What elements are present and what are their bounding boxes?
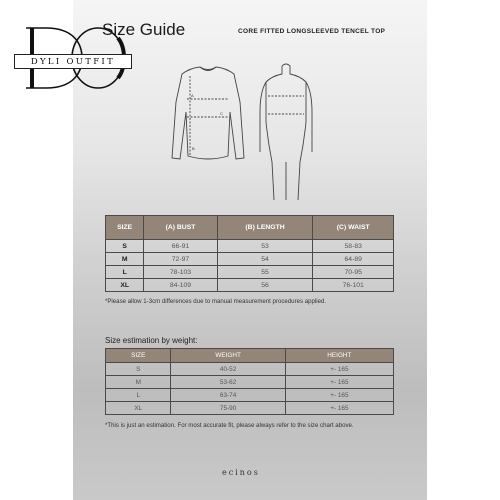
bust-cell: 66-91	[144, 240, 217, 253]
size-cell: M	[106, 376, 171, 389]
height-cell: +- 165	[285, 363, 393, 376]
table-row	[106, 240, 394, 253]
garment-diagram	[160, 62, 330, 202]
bust-cell: 72-97	[144, 253, 217, 266]
size-cell: L	[106, 266, 144, 279]
header-size: SIZE	[106, 349, 171, 363]
weight-section-title: Size estimation by weight:	[105, 336, 198, 345]
waist-cell: 64-89	[313, 253, 394, 266]
weight-table-header-row	[106, 349, 394, 363]
size-cell: XL	[106, 402, 171, 415]
weight-cell: 75-90	[171, 402, 285, 415]
table-row	[106, 266, 394, 279]
weight-cell: 53-62	[171, 376, 285, 389]
bust-cell: 84-109	[144, 279, 217, 292]
size-cell: XL	[106, 279, 144, 292]
table-row	[106, 389, 394, 402]
header-length: (B) LENGTH	[217, 216, 313, 240]
size-cell: M	[106, 253, 144, 266]
height-cell: +- 165	[285, 389, 393, 402]
table-row	[106, 279, 394, 292]
weight-cell: 63-74	[171, 389, 285, 402]
waist-cell: 58-83	[313, 240, 394, 253]
size-cell: S	[106, 240, 144, 253]
header-bust: (A) BUST	[144, 216, 217, 240]
diagram-label-c: C	[220, 111, 223, 116]
waist-cell: 70-95	[313, 266, 394, 279]
size-cell: L	[106, 389, 171, 402]
length-cell: 55	[217, 266, 313, 279]
brand-footer: ecinos	[222, 468, 260, 477]
measurement-note: *Please allow 1-3cm differences due to manual measurement procedures applied.	[105, 298, 327, 305]
header-size: SIZE	[106, 216, 144, 240]
table-row	[106, 253, 394, 266]
header-waist: (C) WAIST	[313, 216, 394, 240]
page-title: Size Guide	[102, 20, 186, 39]
logo-wordmark: DYLI OUTFIT	[14, 54, 132, 69]
length-cell: 53	[217, 240, 313, 253]
header-weight: WEIGHT	[171, 349, 285, 363]
table-row	[106, 363, 394, 376]
product-name: CORE FITTED LONGSLEEVED TENCEL TOP	[238, 28, 386, 35]
diagram-label-a: A	[191, 93, 194, 98]
size-table-header-row	[106, 216, 394, 240]
length-cell: 54	[217, 253, 313, 266]
weight-table	[105, 348, 394, 415]
bust-cell: 78-103	[144, 266, 217, 279]
diagram-label-b: B	[192, 146, 195, 151]
weight-cell: 40-52	[171, 363, 285, 376]
waist-cell: 76-101	[313, 279, 394, 292]
table-row	[106, 376, 394, 389]
size-table	[105, 215, 394, 292]
weight-note: *This is just an estimation. For most accurate fit, please always refer to the size chart above.	[105, 422, 354, 429]
table-row	[106, 402, 394, 415]
height-cell: +- 165	[285, 376, 393, 389]
height-cell: +- 165	[285, 402, 393, 415]
length-cell: 56	[217, 279, 313, 292]
size-cell: S	[106, 363, 171, 376]
header-height: HEIGHT	[285, 349, 393, 363]
